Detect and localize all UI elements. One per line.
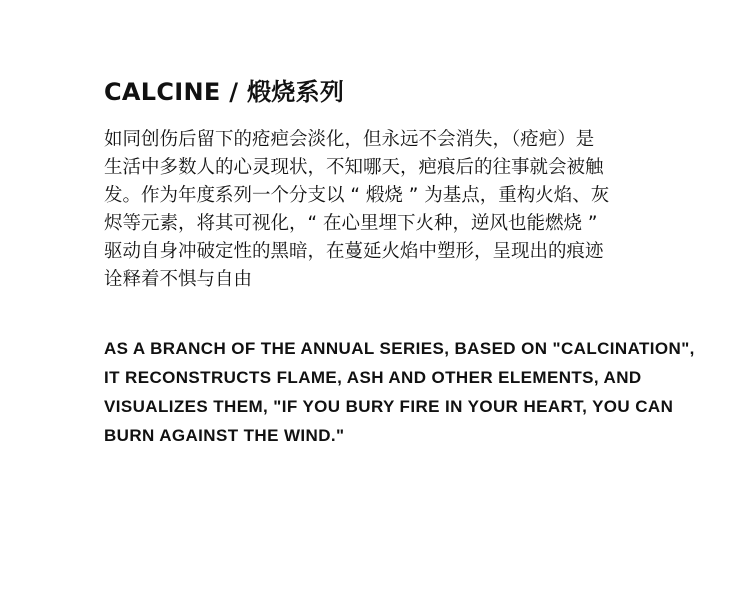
english-line: BURN AGAINST THE WIND." [104, 426, 345, 445]
article [104, 76, 695, 450]
english-line: VISUALIZES THEM, "IF YOU BURY FIRE IN YOUR HEART, YOU CAN [104, 397, 674, 416]
page-title: CALCINE / 煅烧系列 [104, 78, 345, 106]
chinese-line: 生活中多数人的心灵现状，不知哪天，疤痕后的往事就会被触 [104, 157, 604, 178]
chinese-line: 烬等元素，将其可视化，“ 在心里埋下火种，逆风也能燃烧 ” [104, 213, 598, 234]
english-line: IT RECONSTRUCTS FLAME, ASH AND OTHER ELEMENTS, AND [104, 368, 642, 387]
english-line: AS A BRANCH OF THE ANNUAL SERIES, BASED ON "CALCINATION", [104, 339, 695, 358]
chinese-line: 驱动自身冲破定性的黑暗，在蔓延火焰中塑形，呈现出的痕迹 [104, 241, 604, 262]
chinese-paragraph [104, 126, 652, 294]
chinese-line: 如同创伤后留下的疮疤会淡化，但永远不会消失，（疮疤）是 [104, 129, 595, 150]
chinese-line: 诠释着不惧与自由 [104, 269, 253, 290]
chinese-line: 发。作为年度系列一个分支以 “ 煅烧 ” 为基点，重构火焰、灰 [104, 185, 610, 206]
english-paragraph [104, 334, 695, 450]
